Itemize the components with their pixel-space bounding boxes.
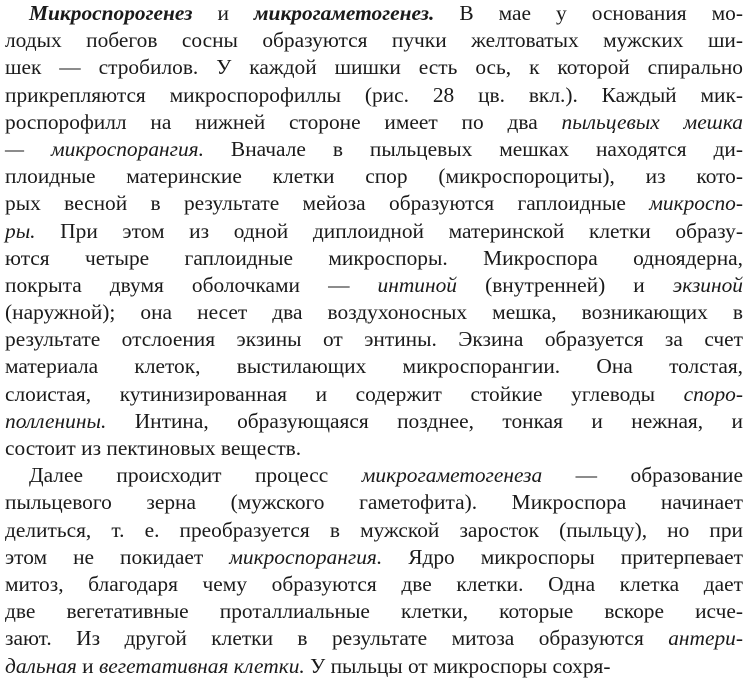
text-line <box>5 598 743 625</box>
text-run: лодых побегов сосны образуются пучки желтоватых мужских ши- <box>5 28 743 53</box>
text-line <box>5 353 743 380</box>
text-run: Вначале в пыльцевых мешках находятся ди- <box>203 136 743 161</box>
text-line <box>5 653 743 680</box>
text-line <box>5 408 743 435</box>
text-run: плоидные материнские клетки спор (микроспороциты), из кото- <box>5 164 743 189</box>
text-line <box>5 136 743 163</box>
text-run: шек — стробилов. У каждой шишки есть ось, к которой спирально <box>5 55 743 80</box>
text-run: состоит из пектиновых веществ. <box>5 436 302 460</box>
text-run: две вегетативные проталлиальные клетки, которые вскоре исче- <box>5 599 743 624</box>
italic-term: антери- <box>668 626 743 651</box>
text-run: У пыльцы от микроспоры сохря- <box>304 653 611 678</box>
text-run: прикрепляются микроспорофиллы (рис. 28 цв. вкл.). Каждый мик- <box>5 82 743 107</box>
bold-term: Микроспорогенез <box>29 1 193 25</box>
text-line <box>5 109 743 136</box>
text-line <box>5 27 743 54</box>
text-run: роспорофилл на нижней стороне имеет по два <box>5 109 562 134</box>
italic-term: ры. <box>5 218 36 243</box>
text-line <box>5 272 743 299</box>
italic-term: интиной <box>377 272 457 297</box>
italic-term: — микроспорангия. <box>5 136 204 161</box>
text-line <box>5 326 743 353</box>
text-run: При этом из одной диплоидной материнской клетки образу- <box>35 218 743 243</box>
text-line <box>5 625 743 652</box>
text-run: результате отслоения экзины от энтины. Экзина образуется за счет <box>5 327 743 352</box>
italic-term: микрогаметогенеза <box>361 463 543 488</box>
text-run: и <box>192 1 254 25</box>
italic-term: микроспо- <box>649 191 743 216</box>
text-line <box>5 299 743 326</box>
text-line <box>5 489 743 516</box>
text-run: ются четыре гаплоидные микроспоры. Микроспора одноядерна, <box>5 245 743 270</box>
text-line <box>5 0 743 27</box>
text-run: покрыта двумя оболочками — <box>5 272 378 297</box>
text-line <box>5 381 743 408</box>
text-line <box>5 462 743 489</box>
paragraph <box>5 462 743 680</box>
text-run: этом не покидает <box>5 544 230 569</box>
italic-term: полленины. <box>5 408 107 433</box>
text-line <box>5 190 743 217</box>
text-line <box>5 435 743 462</box>
text-line <box>5 218 743 245</box>
italic-term: вегетативная клетки. <box>98 653 305 678</box>
text-line <box>5 245 743 272</box>
text-run: (наружной); она несет два воздухоносных мешка, возникающих в <box>5 300 743 325</box>
text-run: Далее происходит процесс <box>29 463 362 488</box>
italic-term: пыльцевых мешка <box>561 109 743 134</box>
bold-term: микрогаметогенез. <box>253 1 435 25</box>
italic-term: микроспорангия. <box>229 544 383 569</box>
italic-term: споро- <box>683 381 743 406</box>
text-line <box>5 163 743 190</box>
text-line <box>5 54 743 81</box>
text-run: пыльцевого зерна (мужского гаметофита). Микроспора начинает <box>5 490 743 515</box>
text-run: В мае у основания мо- <box>434 1 743 25</box>
italic-term: дальная <box>5 653 77 678</box>
text-run: зают. Из другой клетки в результате митоза образуются <box>5 626 669 651</box>
text-run: митоз, благодаря чему образуются две клетки. Одна клетка дает <box>5 571 743 596</box>
text-run: слоистая, кутинизированная и содержит стойкие углеводы <box>5 381 684 406</box>
text-run: (внутренней) и <box>457 272 673 297</box>
text-run: Ядро микроспоры притерпевает <box>382 544 743 569</box>
text-line <box>5 571 743 598</box>
text-run: материала клеток, выстилающих микроспорангии. Она толстая, <box>5 354 743 379</box>
text-line <box>5 544 743 571</box>
text-run: — образование <box>542 463 743 488</box>
text-run: Интина, образующаяся позднее, тонкая и нежная, и <box>106 408 743 433</box>
text-run: и <box>76 653 99 678</box>
document-page <box>5 0 743 680</box>
text-run: делиться, т. е. преобразуется в мужской заросток (пыльцу), но при <box>5 517 743 542</box>
italic-term: экзиной <box>672 272 743 297</box>
paragraph <box>5 0 743 462</box>
text-line <box>5 82 743 109</box>
text-run: рых весной в результате мейоза образуются гаплоидные <box>5 191 650 216</box>
text-line <box>5 517 743 544</box>
